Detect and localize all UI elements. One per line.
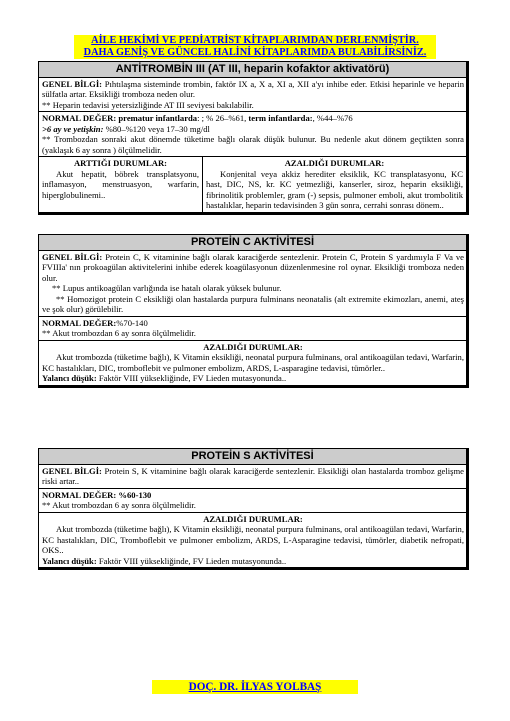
info-note-2: ** Homozigot protein C eksikliği olan hastalarda purpura fulminans neonatalis (alt extremite ekimozları, anemi, ateş ve şok olur) görülebilir. [42, 293, 464, 315]
decrease-head: AZALDIĞI DURUMLAR: [284, 158, 385, 169]
normal-adult-text: %80–%120 veya 17–30 mg/dl [103, 123, 210, 134]
section-antitrombin [38, 61, 469, 215]
info-block-protein-s [39, 465, 466, 489]
banner-line-2: DAHA GENİŞ VE GÜNCEL HALİNİ KİTAPLARIMDA BULABİLİRSİNİZ. [83, 47, 427, 58]
normal-text-1: : ; % 26–%61, [197, 113, 249, 124]
false-low-label: Yalancı düşük: [42, 555, 97, 566]
normal-value: %70-140 [116, 317, 148, 328]
info-note: ** Heparin tedavisi yetersizliğinde AT III seviyesi bakılabilir. [42, 99, 254, 110]
normal-adult-label: >6 ay ve yetişkin: [42, 123, 104, 134]
normal-text-2: , %44–%76 [312, 113, 353, 124]
decrease-head: AZALDIĞI DURUMLAR: [203, 341, 303, 352]
decrease-text: Konjenital veya akkiz herediter eksiklik, KC transplatasyonu, KC hast, DIC, NS, kr. KC yetmezliği, kanserler, siroz, heparin eksikliği, fibrinolitik problemler, gram (-) sepsis, pulmoner emboli, akut trombolitik hastalıklar, heparin tedavisinden 3 gün sonra, cerrahi sonrası dönem.. [206, 168, 463, 211]
normal-label: NORMAL DEĞER: [42, 317, 117, 328]
normal-label: NORMAL DEĞER: %60-130 [42, 489, 152, 500]
header-banner [74, 35, 436, 59]
increase-head: ARTTIĞI DURUMLAR: [73, 158, 168, 169]
section-title-antitrombin: ANTİTROMBİN III (AT III, heparin kofaktor aktivatörü) [39, 62, 466, 78]
info-text: Protein S, K vitaminine bağlı olarak karaciğerde sentezlenir. Eksikliği olan hastalarda tromboz gelişme riski artar.. [42, 466, 464, 487]
decrease-text: Akut trombozda (tüketime bağlı), K Vitamin eksikliği, neonatal purpura fulminans, oral antikoagülan tedavi, Warfarin, KC hastalıkları, DIC, tromboflebit ve pulmoner embolizm, ARDS, L-asparagine tedavisi, tümörler.. [42, 352, 465, 373]
author-signature: DOÇ. DR. İLYAS YOLBAŞ [152, 680, 358, 694]
normal-label: NORMAL DEĞER: prematur infantlarda [42, 113, 198, 124]
false-low-text: Faktör VIII yüksekliğinde, FV Lieden mutasyonunda.. [96, 555, 287, 566]
false-low-label: Yalancı düşük: [42, 373, 97, 384]
info-block-antitrombin [39, 78, 466, 112]
decrease-head: AZALDIĞI DURUMLAR: [203, 513, 303, 524]
info-text: Protein C, K vitaminine bağlı olarak karaciğerde sentezlenir. Protein C, Protein S yardımıyla F Va ve FVIIIa' nın prokoagülan aktivitelerini inhibe ederek koagülasyonun düzenlenmesine rol oynar. Eksikliği tromboza neden olur. [42, 252, 464, 283]
normal-term-label: term infantlarda: [248, 113, 313, 124]
info-text: Pıhtılaşma sisteminde trombin, faktör IX a, X a, XI a, XII a'yı inhibe eder. Etkisi heparinle ve heparin sülfatla artar. Eksikliği tromboza neden olur. [42, 79, 464, 100]
decrease-text: Akut trombozda (tüketime bağlı), K Vitamin eksikliği, neonatal purpura fulminans, oral antikoagülan tedavi, Warfarin, KC hastalıkları, DIC, Tromboflebit ve pulmoner embolizm, ARDS, L-Asparagine tedavisi, tümörler, diabetik nefropati, OKS.. [42, 524, 465, 556]
info-block-protein-c [39, 251, 466, 317]
info-label: GENEL BİLGİ: [42, 252, 103, 262]
decrease-column [203, 157, 466, 211]
info-note-1: ** Lupus antikoagülan varlığında ise hatalı olarak yüksek bulunur. [52, 283, 282, 294]
section-protein-s [38, 448, 469, 570]
normal-note: ** Trombozdan sonraki akut dönemde tüketime bağlı olarak düşük bulunur. Bu nedenle akut dönem geçtikten sonra (yaklaşık 6 ay sonra ) ölçülmelidir. [42, 134, 464, 155]
normal-block-protein-s [39, 489, 466, 513]
banner-line-1: AİLE HEKİMİ VE PEDİATRİST KİTAPLARIMDAN DERLENMİŞTİR. [91, 35, 419, 46]
section-title-protein-c: PROTEİN C AKTİVİTESİ [39, 235, 466, 251]
info-label: GENEL BİLGİ: [42, 79, 103, 89]
normal-block-antitrombin [39, 112, 466, 157]
section-protein-c [38, 234, 469, 388]
normal-note: ** Akut trombozdan 6 ay sonra ölçülmelidir. [42, 328, 196, 339]
false-low-text: Faktör VIII yüksekliğinde, FV Lieden mutasyonunda.. [96, 373, 287, 384]
section-title-protein-s: PROTEİN S AKTİVİTESİ [39, 449, 466, 465]
increase-text: Akut hepatit, böbrek transplatsyonu, inflamasyon, menstruasyon, warfarin, hiperglobulinemi.. [42, 168, 199, 200]
decrease-block-protein-s [39, 513, 466, 567]
increase-column [39, 157, 203, 211]
normal-block-protein-c [39, 317, 466, 341]
info-label: GENEL BİLGİ: [42, 466, 102, 476]
decrease-block-protein-c [39, 341, 466, 385]
conditions-block-antitrombin [39, 157, 466, 211]
normal-note: ** Akut trombozdan 6 ay sonra ölçülmelidir. [42, 500, 196, 511]
